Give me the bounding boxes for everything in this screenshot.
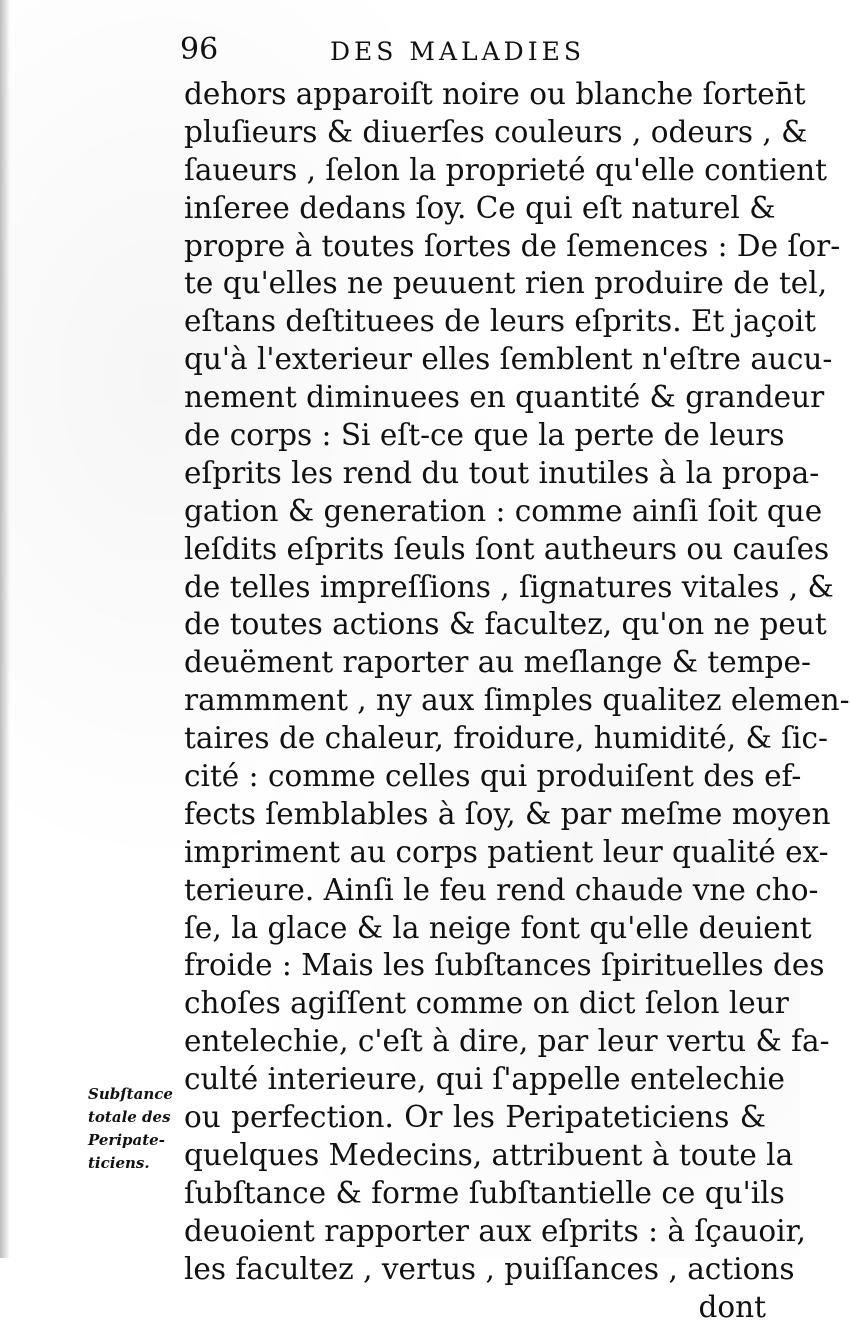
text-line: te qu'elles ne peuuent rien produire de tel, bbox=[184, 265, 766, 303]
text-line: deuëment raporter au meſlange & tempe- bbox=[184, 644, 766, 682]
text-line: pluſieurs & diuerſes couleurs , odeurs , & bbox=[184, 114, 766, 152]
text-line: les facultez , vertus , puiſſances , actions bbox=[184, 1251, 766, 1289]
text-line: rammment , ny aux ſimples qualitez elemen- bbox=[184, 682, 766, 720]
text-line: froide : Mais les ſubſtances ſpirituelles des bbox=[184, 947, 766, 985]
text-line: dehors apparoiſt noire ou blanche ſorten̄t bbox=[184, 76, 766, 114]
running-head: DES MALADIES bbox=[330, 30, 585, 74]
margin-note bbox=[88, 1083, 188, 1175]
text-line: de toutes actions & facultez, qu'on ne peut bbox=[184, 606, 766, 644]
text-line: culté interieure, qui ſ'appelle entelechie bbox=[184, 1061, 766, 1099]
page-header bbox=[180, 28, 740, 72]
body-text bbox=[184, 76, 766, 1326]
text-line: taires de chaleur, froidure, humidité, & ſic- bbox=[184, 720, 766, 758]
text-line: ſe, la glace & la neige font qu'elle deuient bbox=[184, 910, 766, 948]
text-line: eſprits les rend du tout inutiles à la propa- bbox=[184, 455, 766, 493]
page-number: 96 bbox=[180, 28, 218, 72]
text-line: gation & generation : comme ainſi ſoit que bbox=[184, 493, 766, 531]
text-line: cité : comme celles qui produiſent des ef- bbox=[184, 758, 766, 796]
margin-note-line: totale des bbox=[88, 1106, 188, 1129]
text-line: de telles impreſſions , ſignatures vitales , & bbox=[184, 569, 766, 607]
text-line: leſdits eſprits ſeuls ſont autheurs ou cauſes bbox=[184, 531, 766, 569]
text-line: eſtans deſtituees de leurs eſprits. Et jaçoit bbox=[184, 303, 766, 341]
text-line: deuoient rapporter aux eſprits : à ſçauoir, bbox=[184, 1213, 766, 1251]
text-line: entelechie, c'eſt à dire, par leur vertu & fa- bbox=[184, 1023, 766, 1061]
text-line: choſes agiſſent comme on dict ſelon leur bbox=[184, 985, 766, 1023]
text-line: qu'à l'exterieur elles ſemblent n'eſtre aucu- bbox=[184, 341, 766, 379]
text-line: terieure. Ainſi le feu rend chaude vne cho- bbox=[184, 872, 766, 910]
margin-note-line: ticiens. bbox=[88, 1152, 188, 1175]
text-line: ou perfection. Or les Peripateticiens & bbox=[184, 1099, 766, 1137]
text-line: de corps : Si eſt-ce que la perte de leurs bbox=[184, 417, 766, 455]
text-line: propre à toutes ſortes de ſemences : De ſor- bbox=[184, 228, 766, 266]
text-line: inſeree dedans ſoy. Ce qui eſt naturel & bbox=[184, 190, 766, 228]
text-line: ſaueurs , ſelon la proprieté qu'elle contient bbox=[184, 152, 766, 190]
text-line: impriment au corps patient leur qualité ex- bbox=[184, 834, 766, 872]
binding-shadow bbox=[0, 0, 10, 1258]
text-line: nement diminuees en quantité & grandeur bbox=[184, 379, 766, 417]
margin-note-line: Peripate- bbox=[88, 1129, 188, 1152]
margin-note-line: Subſtance bbox=[88, 1083, 188, 1106]
text-line: quelques Medecins, attribuent à toute la bbox=[184, 1137, 766, 1175]
text-line: fects ſemblables à ſoy, & par meſme moyen bbox=[184, 796, 766, 834]
text-line: dont bbox=[184, 1289, 766, 1326]
text-line: ſubſtance & forme ſubſtantielle ce qu'ils bbox=[184, 1175, 766, 1213]
